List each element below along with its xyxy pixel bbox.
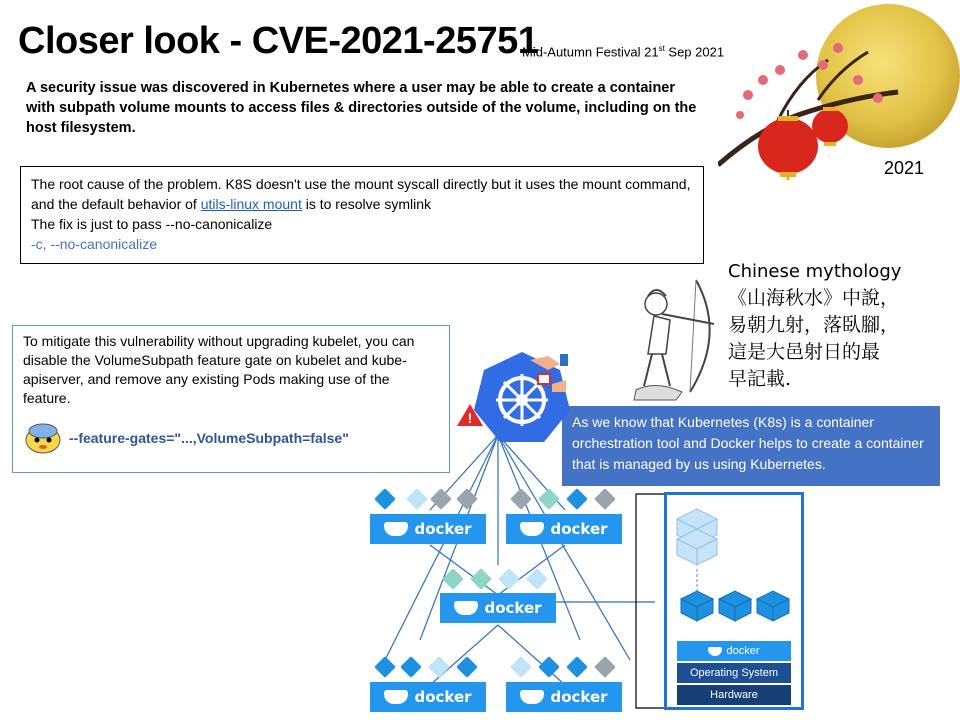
stack-bracket <box>630 492 666 710</box>
stack-docker-layer: docker <box>677 641 791 661</box>
stack-hardware-layer: Hardware <box>677 685 791 705</box>
mythology-heading: Chinese mythology <box>728 261 902 282</box>
root-cause-line3: -c, --no-canonicalize <box>31 236 158 252</box>
subtitle-tail: Sep 2021 <box>664 44 725 60</box>
moon-lantern-illustration <box>718 0 960 180</box>
docker-node-center: docker <box>440 593 556 623</box>
kubernetes-note: As we know that Kubernetes (K8s) is a container orchestration tool and Docker helps to create a container that is managed by us using Kubernetes. <box>562 406 940 486</box>
root-cause-line2: The fix is just to pass --no-canonicalize <box>31 216 273 232</box>
lantern-icon <box>758 118 818 174</box>
docker-node: docker <box>370 514 486 544</box>
docker-node: docker <box>506 682 622 712</box>
root-cause-box <box>20 166 704 264</box>
small-lantern-icon <box>812 109 848 143</box>
feature-gates-flag: --feature-gates="...,VolumeSubpath=false" <box>69 429 349 446</box>
mythology-line: 《山海秋水》中說， <box>728 287 900 309</box>
mythology-line: 易朝九射，落臥腳， <box>728 314 900 336</box>
page-title: Closer look - CVE-2021-25751 <box>18 20 539 62</box>
docker-whale-icon <box>520 690 544 704</box>
docker-whale-icon <box>384 522 408 536</box>
subtitle-main: Mid-Autumn Festival 21 <box>522 44 659 60</box>
container-stack-panel <box>664 492 804 710</box>
root-cause-line1: The root cause of the problem. K8S doesn't use the mount syscall directly but it uses the mount command, and the default behavior of utils-linux mount is to resolve symlink <box>31 176 691 212</box>
mythology-block <box>728 258 950 393</box>
svg-text:!: ! <box>467 410 473 426</box>
page-subtitle <box>522 44 724 59</box>
docker-whale-icon <box>454 601 478 615</box>
mythology-line: 早記載. <box>728 368 792 390</box>
stack-os-layer: Operating System <box>677 663 791 683</box>
warning-icon <box>456 402 484 428</box>
docker-whale-icon <box>384 690 408 704</box>
access-key-icon <box>526 350 570 396</box>
mythology-line: 這是大邑射日的最 <box>728 341 881 363</box>
mitigation-text: To mitigate this vulnerability without upgrading kubelet, you can disable the VolumeSubpath feature gate on kubelet and kube-apiserver, and remove any existing Pods making use of the feature. <box>23 333 415 406</box>
docker-whale-icon <box>520 522 544 536</box>
subtitle-sup: st <box>658 44 665 53</box>
docker-node: docker <box>506 514 622 544</box>
utils-linux-mount-link[interactable]: utils-linux mount <box>200 196 302 212</box>
image-layers-icon <box>667 495 801 635</box>
docker-node: docker <box>370 682 486 712</box>
intro-text: A security issue was discovered in Kubernetes where a user may be able to create a container with subpath volume mounts to access files & directories outside of the volume, including on the host filesystem. <box>26 80 697 136</box>
year-label: 2021 <box>884 158 925 178</box>
cartoon-mascot-icon <box>23 422 63 454</box>
